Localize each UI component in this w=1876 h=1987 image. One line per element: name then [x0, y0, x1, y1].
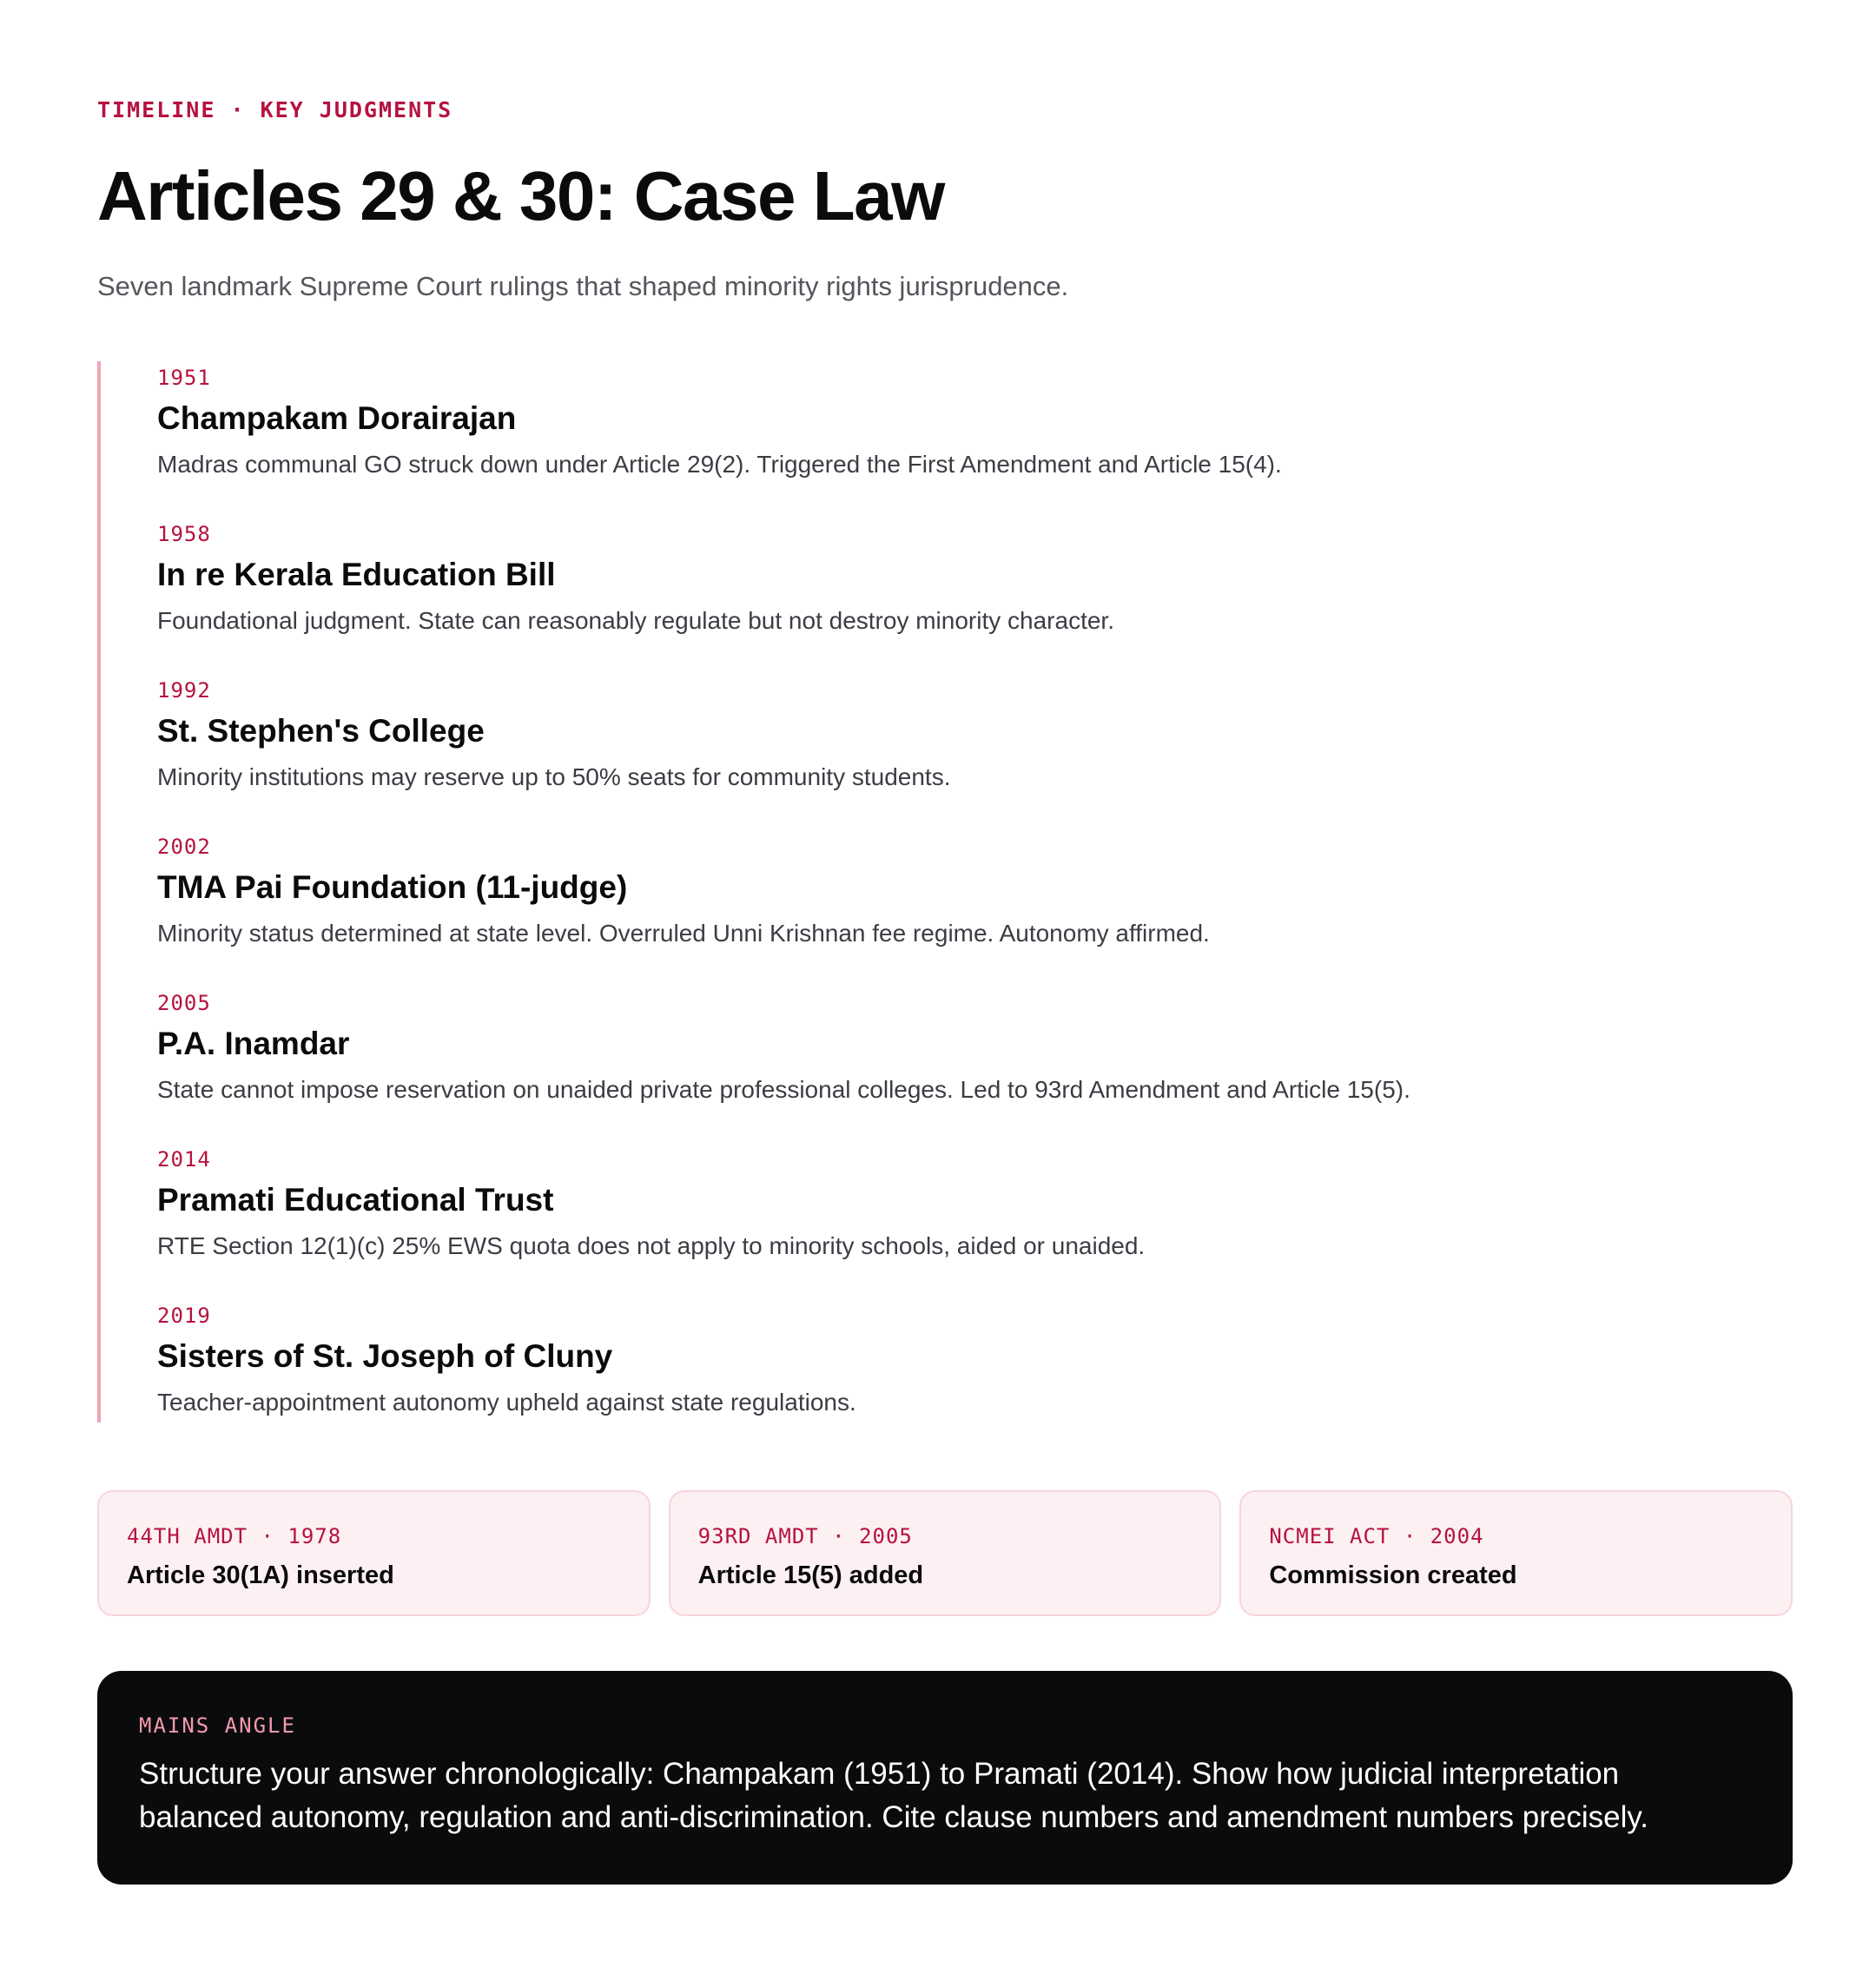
- card-text: Article 30(1A) inserted: [127, 1561, 394, 1589]
- judgments-timeline: [97, 361, 1793, 1423]
- eyebrow-label: TIMELINE · KEY JUDGMENTS: [97, 97, 453, 122]
- entry-description: Foundational judgment. State can reasonably regulate but not destroy minority character.: [157, 607, 1114, 634]
- entry-title: In re Kerala Education Bill: [157, 557, 556, 592]
- amendment-cards: [97, 1490, 1793, 1616]
- entry-year: 2005: [157, 991, 211, 1015]
- entry-description: Teacher-appointment autonomy upheld against state regulations.: [157, 1389, 856, 1416]
- card-tag: NCMEI ACT · 2004: [1269, 1524, 1484, 1548]
- card-text: Article 15(5) added: [697, 1561, 924, 1589]
- amendment-card: [669, 1490, 1222, 1616]
- timeline-entry: [157, 365, 1793, 481]
- entry-description: State cannot impose reservation on unaided private professional colleges. Led to 93rd Amendment and Article 15(5).: [157, 1076, 1410, 1103]
- page-title: Articles 29 & 30: Case Law: [97, 157, 944, 234]
- entry-title: St. Stephen's College: [157, 713, 485, 749]
- timeline-entry: [157, 1146, 1793, 1263]
- entry-year: 2002: [157, 835, 211, 859]
- entry-year: 2014: [157, 1147, 211, 1172]
- entry-description: Madras communal GO struck down under Article 29(2). Triggered the First Amendment and Article 15(4).: [157, 451, 1282, 478]
- entry-year: 1951: [157, 366, 211, 390]
- card-tag: 44TH AMDT · 1978: [127, 1524, 342, 1548]
- entry-title: P.A. Inamdar: [157, 1026, 350, 1061]
- page: [97, 97, 1793, 1885]
- timeline-entry: [157, 677, 1793, 794]
- entry-title: Champakam Dorairajan: [157, 400, 517, 436]
- entry-title: Pramati Educational Trust: [157, 1182, 554, 1218]
- entry-year: 1958: [157, 522, 211, 546]
- timeline-entry: [157, 990, 1793, 1106]
- amendment-card: [1239, 1490, 1793, 1616]
- mains-text: Structure your answer chronologically: Champakam (1951) to Pramati (2014). Show how judicial interpretation balanced autonomy, regulation and anti-discrimination. Cite clause numbers and amendment numbers precisely.: [139, 1757, 1648, 1834]
- entry-title: TMA Pai Foundation (11-judge): [157, 869, 628, 905]
- card-text: Commission created: [1269, 1561, 1517, 1589]
- entry-description: RTE Section 12(1)(c) 25% EWS quota does not apply to minority schools, aided or unaided.: [157, 1232, 1146, 1259]
- entry-title: Sisters of St. Joseph of Cluny: [157, 1338, 613, 1374]
- timeline-entry: [157, 521, 1793, 637]
- card-tag: 93RD AMDT · 2005: [697, 1524, 913, 1548]
- mains-label: MAINS ANGLE: [139, 1713, 296, 1738]
- page-subtitle: Seven landmark Supreme Court rulings that shaped minority rights jurisprudence.: [97, 271, 1069, 301]
- entry-year: 2019: [157, 1304, 211, 1328]
- entry-year: 1992: [157, 678, 211, 703]
- entry-description: Minority institutions may reserve up to 50% seats for community students.: [157, 763, 951, 790]
- amendment-card: [97, 1490, 651, 1616]
- entry-description: Minority status determined at state level. Overruled Unni Krishnan fee regime. Autonomy affirmed.: [157, 920, 1210, 947]
- mains-angle-callout: [97, 1671, 1793, 1885]
- timeline-entry: [157, 1303, 1793, 1419]
- timeline-entry: [157, 834, 1793, 950]
